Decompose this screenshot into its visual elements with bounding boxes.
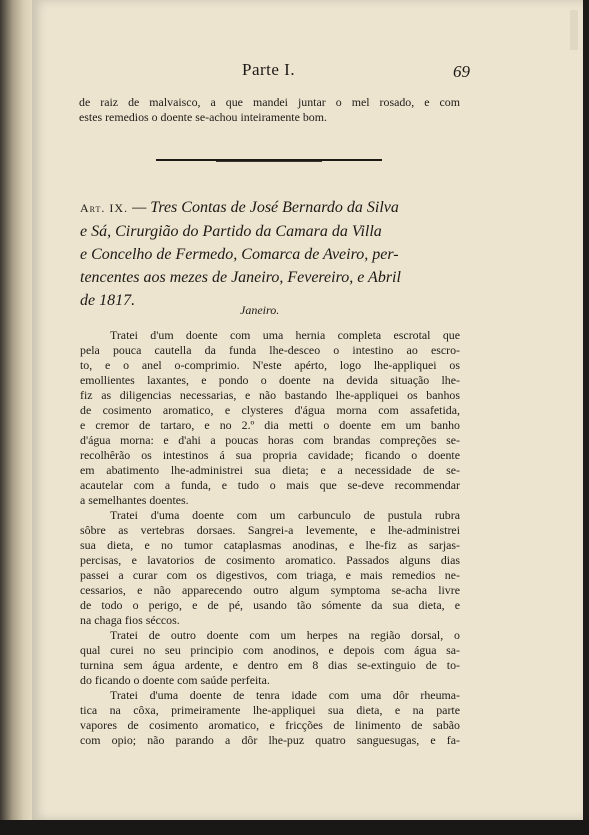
text-line: percisas, e lavatorios de cosimento aromatico. Passados alguns dias <box>80 553 460 567</box>
text-line: Tratei de outro doente com um herpes na região dorsal, o <box>110 628 460 642</box>
text-line: e cremor de tartaro, e no 2.º dia metti o doente em um banho <box>80 418 460 432</box>
running-head: Parte I. <box>242 60 296 79</box>
text-line: sua dieta, e no tumor cataplasmas anodinas, e lhe-fiz as sarjas- <box>80 538 460 552</box>
paragraph-hernia <box>80 328 460 508</box>
text-line: recolhêrão os intestinos á sua propria cavidade; ficando o doente <box>80 448 460 462</box>
text-line: Tratei d'um doente com uma hernia completa escrotal que <box>110 328 460 342</box>
text-line: emollientes laxantes, e pondo o doente na devida situação lhe- <box>80 373 460 387</box>
text-line: d'água morna: e d'ahi a poucas horas com brandas compreções se- <box>80 433 460 447</box>
text-line: fiz as diligencias necessarias, e não bastando lhe-appliquei os banhos <box>80 388 460 402</box>
page-edge-mark <box>570 10 578 50</box>
book-spine <box>0 0 32 835</box>
body-text <box>80 328 460 748</box>
page-bottom-edge <box>0 820 589 835</box>
article-title-line: tencentes aos mezes de Janeiro, Fevereiro, e Abril <box>80 269 401 286</box>
article-title-line: de 1817. <box>80 292 136 309</box>
text-line: na chaga fios séccos. <box>80 613 180 627</box>
text-line: com opio; não parando a dôr lhe-puz quatro sanguesugas, e fa- <box>80 733 460 747</box>
text-line: sôbre as vertebras dorsaes. Sangrei-a levemente, e lhe-administrei <box>80 523 460 537</box>
text-line: qual curei no seu principio com anodinos, e depois com água sa- <box>80 643 460 657</box>
text-line: a semelhantes doentes. <box>80 493 189 507</box>
article-title-line: e Sá, Cirurgião do Partido da Camara da Villa <box>80 223 382 240</box>
text-line: em abatimento lhe-administrei sua dieta; e a necessidade de se- <box>80 463 460 477</box>
page-right-edge <box>583 0 589 835</box>
article-title-line <box>80 196 464 220</box>
text-line: estes remedios o doente se-achou inteiramente bom. <box>79 110 327 124</box>
paragraph-herpes <box>80 628 460 688</box>
article-title-text: — Tres Contas de José Bernardo da Silva <box>132 199 399 216</box>
text-line: passei a curar com os digestivos, com triaga, e mais remedios ne- <box>80 568 460 582</box>
text-line: do ficando o doente com saúde perfeita. <box>80 673 270 687</box>
text-line: acautelar com a funda, e tudo o mais que se-deve recommendar <box>80 478 460 492</box>
text-line: turnina sem água ardente, e dentro em 8 dias se-extinguio de to- <box>80 658 460 672</box>
text-line: cessarios, e não apparecendo outro algum symptoma se-acha livre <box>80 583 460 597</box>
text-line: to, e o anel o-comprimio. N'este apérto, logo lhe-appliquei os <box>80 358 460 372</box>
article-label: Art. IX. <box>80 201 129 215</box>
text-line: tica na côxa, primeiramente lhe-appliquei sua dieta, e na parte <box>80 703 460 717</box>
text-line: de cosimento aromatico, e clysteres d'água morna com assafetida, <box>80 403 460 417</box>
text-line: pela pouca cautella da funda lhe-desceo o intestino ao escro- <box>80 343 460 357</box>
paragraph-carbuncle <box>80 508 460 628</box>
text-line: Tratei d'uma doente de tenra idade com uma dôr rheuma- <box>110 688 460 702</box>
top-paragraph <box>79 95 460 125</box>
page-number: 69 <box>453 62 470 81</box>
text-line: vapores de cosimento aromatico, e fricções de linimento de sabão <box>80 718 460 732</box>
section-divider <box>156 159 382 161</box>
text-line: de todo o perigo, e de pé, usando tão sómente da sua dieta, e <box>80 598 460 612</box>
month-subheading: Janeiro. <box>240 303 280 317</box>
paragraph-rheumatic <box>80 688 460 748</box>
article-title-line: e Concelho de Fermedo, Comarca de Aveiro, per- <box>80 246 399 263</box>
page-header <box>32 60 470 88</box>
text-line: de raiz de malvaisco, a que mandei juntar o mel rosado, e com <box>79 95 460 109</box>
article-heading <box>80 196 464 312</box>
text-line: Tratei d'uma doente com um carbunculo de pustula rubra <box>110 508 460 522</box>
